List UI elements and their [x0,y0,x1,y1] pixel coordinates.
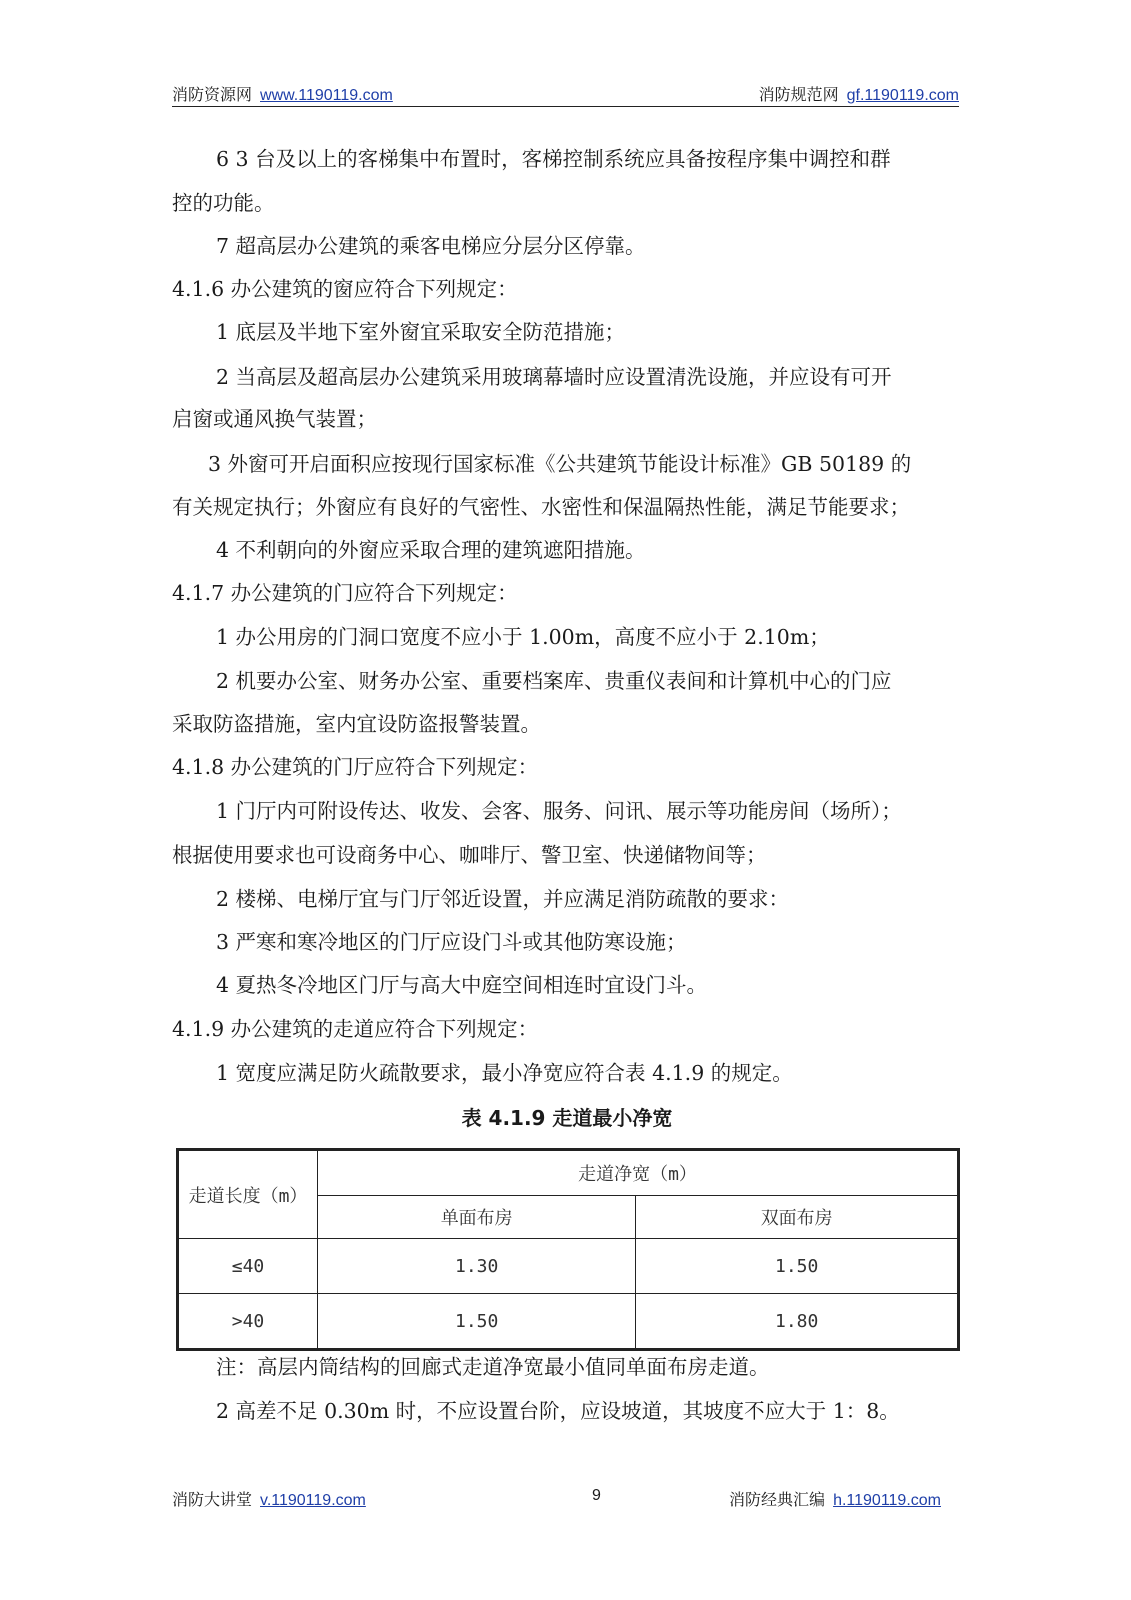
header-right-name: 消防规范网 [758,85,839,104]
table-note: 注：高层内筒结构的回廊式走道净宽最小值同单面布房走道。 [216,1355,770,1379]
table-cell: 1.50 [636,1239,959,1294]
table-cell: 1.30 [318,1239,636,1294]
table-row [178,1239,959,1294]
paragraph-line: 启窗或通风换气装置； [172,407,377,431]
paragraph-line: 根据使用要求也可设商务中心、咖啡厅、警卫室、快递储物间等； [172,843,767,867]
header-right [759,82,959,105]
paragraph-line: 控的功能。 [172,191,275,215]
paragraph-line: 1 办公用房的门洞口宽度不应小于 1.00m，高度不应小于 2.10m； [216,625,830,649]
table-cell: ≤40 [178,1239,318,1294]
footer-left [172,1487,366,1510]
table-header-double: 双面布房 [636,1196,959,1239]
paragraph-line: 1 底层及半地下室外窗宜采取安全防范措施； [216,320,626,344]
footer-right [729,1487,941,1510]
paragraph-line: 1 宽度应满足防火疏散要求，最小净宽应符合表 4.1.9 的规定。 [216,1061,793,1085]
paragraph-line: 有关规定执行；外窗应有良好的气密性、水密性和保温隔热性能，满足节能要求； [172,495,910,519]
corridor-width-table [176,1148,960,1351]
footer-left-name: 消防大讲堂 [172,1490,253,1509]
paragraph-line: 采取防盗措施，室内宜设防盗报警装置。 [172,712,541,736]
footer-right-name: 消防经典汇编 [729,1490,826,1509]
header-left-name: 消防资源网 [172,85,253,104]
paragraph-line: 2 高差不足 0.30m 时，不应设置台阶，应设坡道，其坡度不应大于 1：8。 [216,1399,900,1423]
paragraph-line: 3 严寒和寒冷地区的门厅应设门斗或其他防寒设施； [216,930,687,954]
header-left [172,82,393,105]
section-heading: 4.1.8 办公建筑的门厅应符合下列规定： [172,755,539,779]
paragraph-line: 3 外窗可开启面积应按现行国家标准《公共建筑节能设计标准》GB 50189 的 [208,452,912,476]
section-heading: 4.1.6 办公建筑的窗应符合下列规定： [172,277,518,301]
section-heading: 4.1.7 办公建筑的门应符合下列规定： [172,581,518,605]
section-heading: 4.1.9 办公建筑的走道应符合下列规定： [172,1017,539,1041]
paragraph-line: 4 不利朝向的外窗应采取合理的建筑遮阳措施。 [216,538,646,562]
page-number: 9 [592,1487,601,1504]
table-cell: >40 [178,1294,318,1350]
paragraph-line: 7 超高层办公建筑的乘客电梯应分层分区停靠。 [216,234,646,258]
page-header [172,80,959,107]
paragraph-line: 2 楼梯、电梯厅宜与门厅邻近设置，并应满足消防疏散的要求： [216,887,790,911]
table-cell: 1.80 [636,1294,959,1350]
paragraph-line: 1 门厅内可附设传达、收发、会客、服务、问讯、展示等功能房间（场所）； [216,799,902,823]
header-right-link[interactable]: gf.1190119.com [846,87,959,104]
footer-right-link[interactable]: h.1190119.com [833,1492,941,1509]
table-header-length: 走道长度（m） [178,1150,318,1239]
table-row [178,1294,959,1350]
paragraph-line: 2 当高层及超高层办公建筑采用玻璃幕墙时应设置清洗设施，并应设有可开 [216,365,892,389]
table-header-single: 单面布房 [318,1196,636,1239]
footer-left-link[interactable]: v.1190119.com [260,1492,366,1509]
paragraph-line: 2 机要办公室、财务办公室、重要档案库、贵重仪表间和计算机中心的门应 [216,669,892,693]
table-caption: 表 4.1.9 走道最小净宽 [461,1106,673,1130]
paragraph-line: 6 3 台及以上的客梯集中布置时，客梯控制系统应具备按程序集中调控和群 [216,147,891,171]
table-cell: 1.50 [318,1294,636,1350]
header-left-link[interactable]: www.1190119.com [260,87,393,104]
table-header-width: 走道净宽（m） [318,1150,959,1196]
paragraph-line: 4 夏热冬冷地区门厅与高大中庭空间相连时宜设门斗。 [216,973,708,997]
